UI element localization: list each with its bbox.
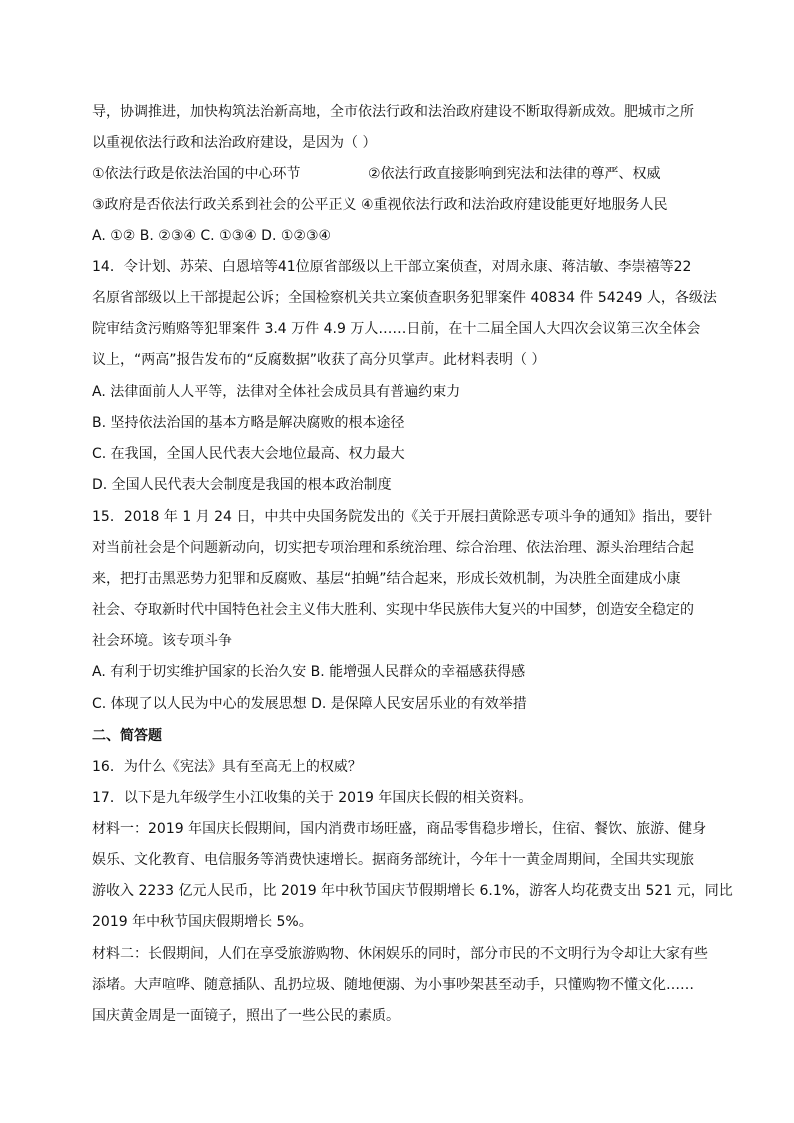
section-title-short-answer: 二、简答题 bbox=[92, 728, 162, 744]
q13-stem-line-1: 导，协调推进，加快构筑法治新高地，全市依法行政和法治政府建设不断取得新成效。肥城市之所 bbox=[92, 104, 694, 120]
q15-line-1: 15．2018 年 1 月 24 日，中共中央国务院发出的《关于开展扫黄除恶专项斗争的通知》指出，要针 bbox=[92, 509, 713, 525]
q13-options: A. ①② B. ②③④ C. ①③④ D. ①②③④ bbox=[92, 228, 332, 244]
q14-option-c: C. 在我国，全国人民代表大会地位最高、权力最大 bbox=[92, 446, 405, 462]
q17-material2-line-2: 添堵。大声喧哗、随意插队、乱扔垃圾、随地便溺、为小事吵架甚至动手，只懂购物不懂文化…… bbox=[92, 977, 694, 993]
q17-material1-line-1: 材料一：2019 年国庆长假期间，国内消费市场旺盛，商品零售稳步增长，住宿、餐饮、旅游、健身 bbox=[92, 821, 707, 837]
q14-line-2: 名原省部级以上干部提起公诉；全国检察机关共立案侦查职务犯罪案件 40834 件 54249 人，各级法 bbox=[92, 290, 717, 306]
q17-material1-line-3: 游收入 2233 亿元人民币，比 2019 年中秋节国庆节假期增长 6.1%，游客人均花费支出 521 元，同比 bbox=[92, 883, 733, 899]
q17-intro: 17．以下是九年级学生小江收集的关于 2019 年国庆长假的相关资料。 bbox=[92, 790, 533, 806]
q15-line-3: 来，把打击黑恶势力犯罪和反腐败、基层“拍蝇”结合起来，形成长效机制，为决胜全面建成小康 bbox=[92, 571, 681, 587]
q14-option-b: B. 坚持依法治国的基本方略是解决腐败的根本途径 bbox=[92, 415, 405, 431]
q13-statement-1: ①依法行政是依法治国的中心环节 bbox=[92, 166, 301, 182]
q15-line-5: 社会环境。该专项斗争 bbox=[92, 633, 232, 649]
q14-option-d: D. 全国人民代表大会制度是我国的根本政治制度 bbox=[92, 477, 392, 493]
q14-line-4: 议上，“两高”报告发布的“反腐数据”收获了高分贝掌声。此材料表明（ ） bbox=[92, 352, 546, 368]
q17-material1-line-2: 娱乐、文化教育、电信服务等消费快速增长。据商务部统计，今年十一黄金周期间，全国共实现旅 bbox=[92, 852, 694, 868]
q15-options-ab: A. 有利于切实维护国家的长治久安 B. 能增强人民群众的幸福感获得感 bbox=[92, 664, 526, 680]
q14-option-a: A. 法律面前人人平等，法律对全体社会成员具有普遍约束力 bbox=[92, 384, 461, 400]
q17-material2-line-1: 材料二：长假期间，人们在享受旅游购物、休闲娱乐的同时，部分市民的不文明行为令却让大家有些 bbox=[92, 946, 708, 962]
q14-line-3: 院审结贪污贿赂等犯罪案件 3.4 万件 4.9 万人……日前，在十二届全国人大四次会议第三次全体会 bbox=[92, 321, 701, 337]
q13-stem-line-2: 以重视依法行政和法治政府建设，是因为（ ） bbox=[92, 135, 377, 151]
q16-text: 16．为什么《宪法》具有至高无上的权威？ bbox=[92, 759, 362, 775]
q17-material1-line-4: 2019 年中秋节国庆假期增长 5%。 bbox=[92, 914, 313, 930]
q15-options-cd: C. 体现了以人民为中心的发展思想 D. 是保障人民安居乐业的有效举措 bbox=[92, 696, 527, 712]
q13-statement-2: ②依法行政直接影响到宪法和法律的尊严、权威 bbox=[368, 166, 661, 182]
q17-material2-line-3: 国庆黄金周是一面镜子，照出了一些公民的素质。 bbox=[92, 1008, 400, 1024]
q13-statement-3-4: ③政府是否依法行政关系到社会的公平正义 ④重视依法行政和法治政府建设能更好地服务人民 bbox=[92, 197, 668, 213]
q15-line-2: 对当前社会是个问题新动向，切实把专项治理和系统治理、综合治理、依法治理、源头治理结合起 bbox=[92, 540, 694, 556]
q15-line-4: 社会、夺取新时代中国特色社会主义伟大胜利、实现中华民族伟大复兴的中国梦，创造安全稳定的 bbox=[92, 602, 694, 618]
q14-line-1: 14．令计划、苏荣、白恩培等41位原省部级以上干部立案侦查，对周永康、蒋洁敏、李崇禧等22 bbox=[92, 259, 692, 275]
